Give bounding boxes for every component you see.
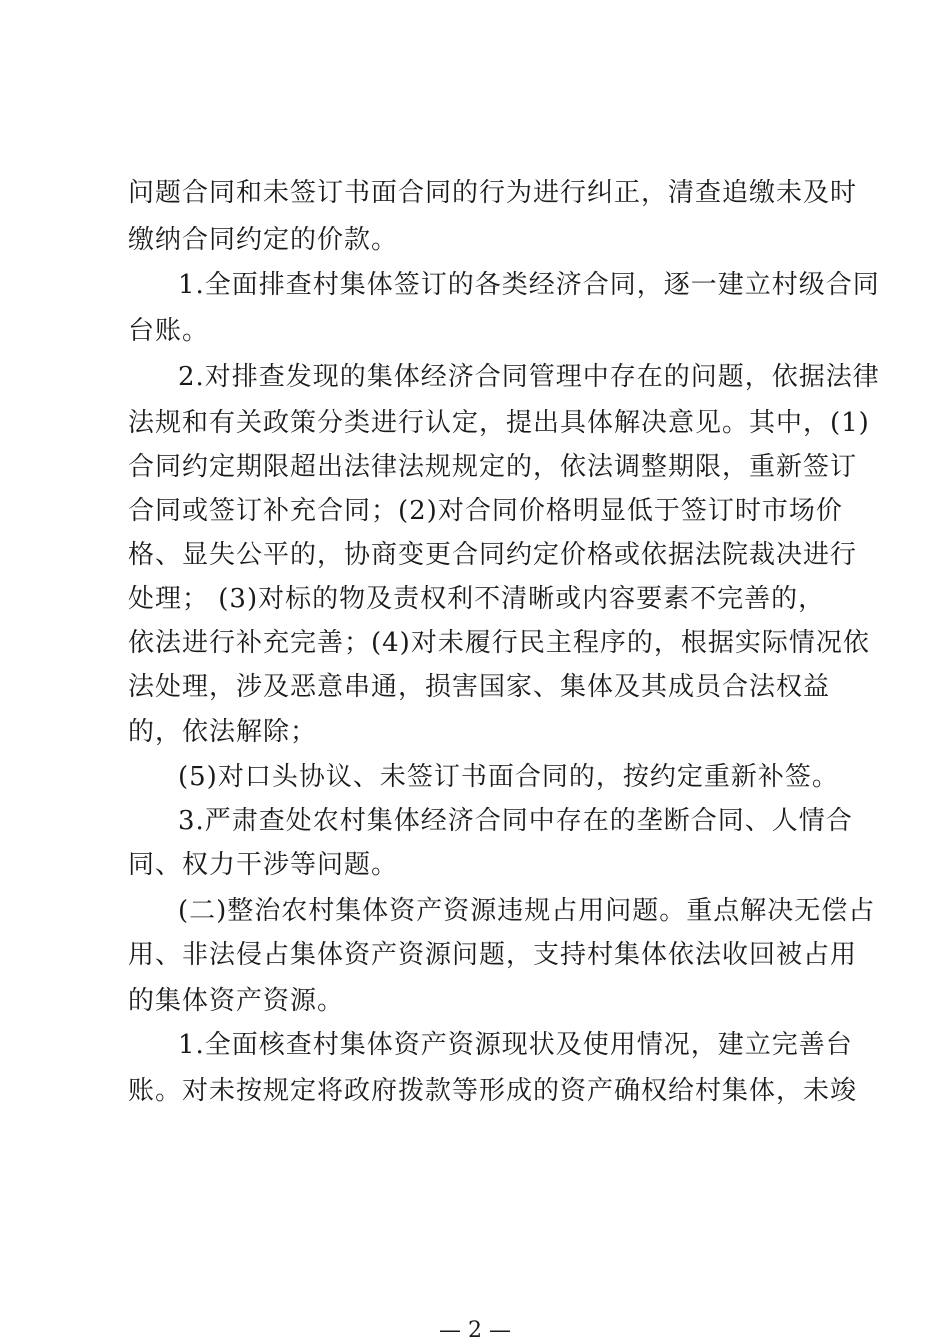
text-line: 用、非法侵占集体资产资源问题，支持村集体依法收回被占用 [128,940,858,970]
text-line: 的集体资产资源。 [128,986,345,1016]
text-line: 合同或签订补充合同；(2)对合同价格明显低于签订时市场价 [128,496,843,526]
text-line: 1.全面核查村集体资产资源现状及使用情况，建立完善台 [178,1030,853,1060]
text-line: 法规和有关政策分类进行认定，提出具体解决意见。其中，(1) [128,408,870,438]
text-line: 的，依法解除； [128,717,318,747]
text-line: 2.对排查发现的集体经济合同管理中存在的问题，依据法律 [178,362,880,392]
page-number: — 2 — [439,1318,511,1343]
text-line: 格、显失公平的，协商变更合同约定价格或依据法院裁决进行 [128,540,858,570]
text-line: 3.严肃查处农村集体经济合同中存在的垄断合同、人情合 [178,806,853,836]
text-line: 缴纳合同约定的价款。 [128,225,399,255]
text-line: (二)整治农村集体资产资源违规占用问题。重点解决无偿占 [178,896,876,926]
text-line: 依法进行补充完善；(4)对未履行民主程序的，根据实际情况依 [128,628,870,658]
text-line: 合同约定期限超出法律法规规定的，依法调整期限，重新签订 [128,452,858,482]
text-line: 台账。 [128,316,210,346]
text-line: (5)对口头协议、未签订书面合同的，按约定重新补签。 [178,762,839,792]
text-line: 处理； (3)对标的物及责权利不清晰或内容要素不完善的， [128,584,826,614]
text-line: 问题合同和未签订书面合同的行为进行纠正，清查追缴未及时 [128,178,858,208]
text-line: 同、权力干涉等问题。 [128,850,399,880]
text-line: 账。对未按规定将政府拨款等形成的资产确权给村集体，未竣 [128,1076,858,1106]
text-line: 法处理，涉及恶意串通，损害国家、集体及其成员合法权益 [128,672,831,702]
text-line: 1.全面排查村集体签订的各类经济合同，逐一建立村级合同 [178,270,880,300]
